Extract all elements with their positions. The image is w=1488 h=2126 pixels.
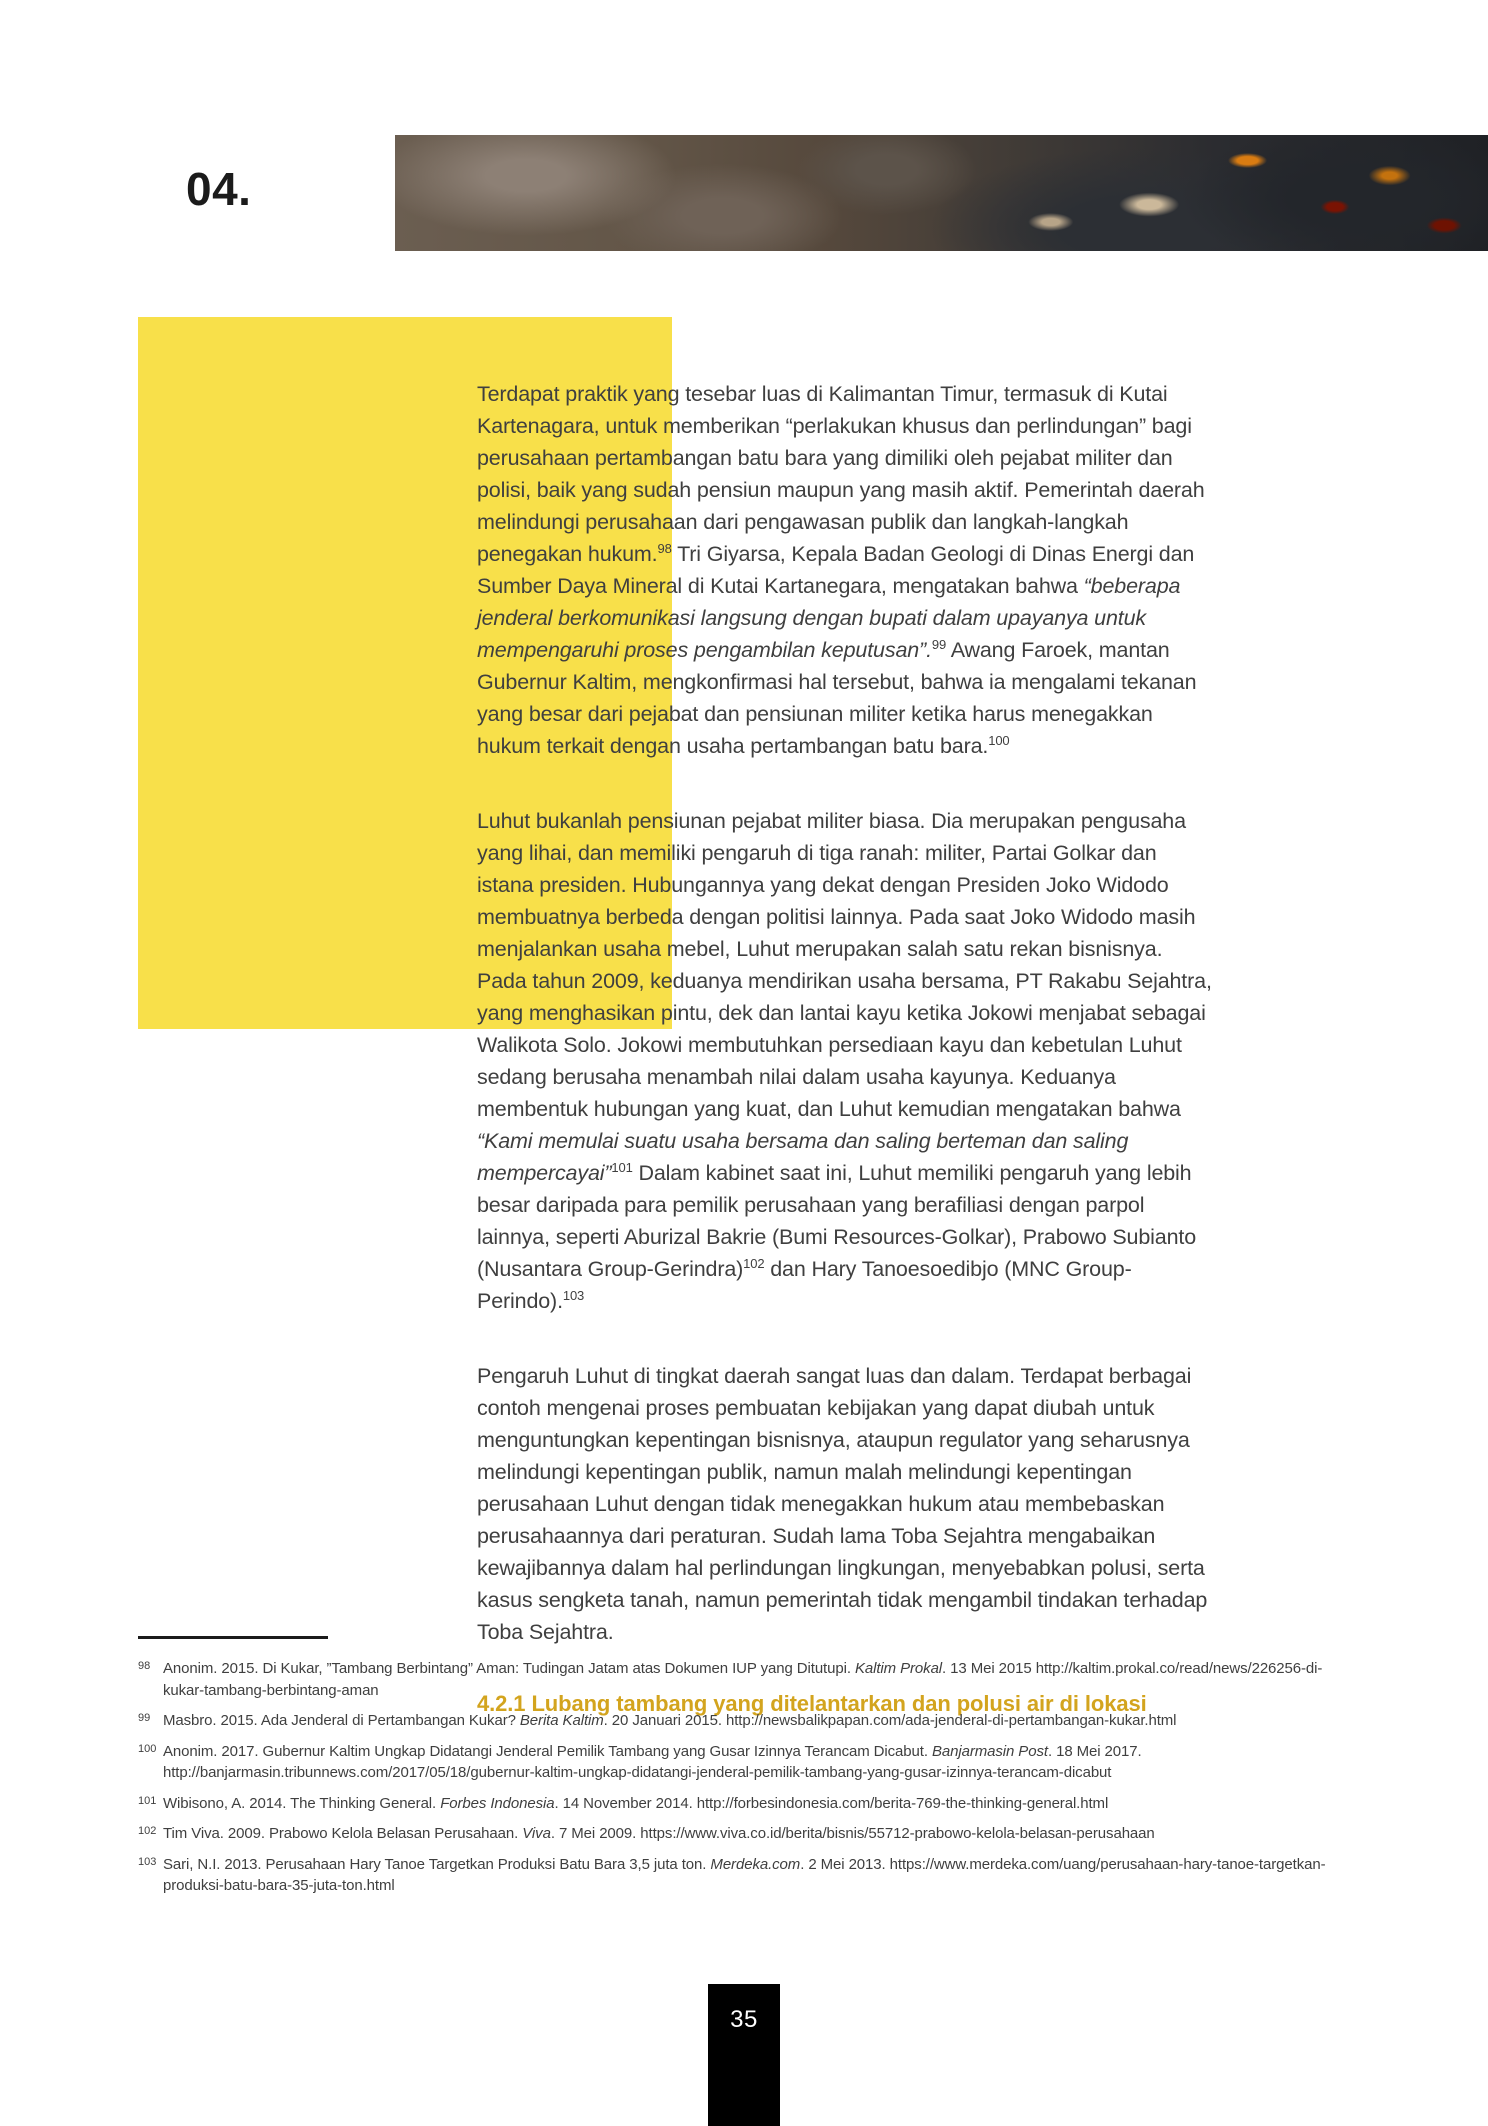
footnote-reference: 98 xyxy=(657,540,672,556)
footnote-number: 99 xyxy=(138,1712,151,1724)
footnote-text xyxy=(163,1710,1363,1732)
text-run: dan Hary Tanoesoedibjo (MNC Group-Perindo). xyxy=(477,1257,1132,1313)
text-run: Sari, N.I. 2013. Perusahaan Hary Tanoe Targetkan Produksi Batu Bara 3,5 juta ton. xyxy=(163,1855,711,1873)
footnote-text xyxy=(163,1823,1363,1845)
footnote-number: 102 xyxy=(138,1825,157,1837)
footnotes-list xyxy=(138,1658,1363,1906)
quoted-text: Kaltim Prokal xyxy=(854,1660,943,1677)
body-content xyxy=(477,378,1212,1717)
footnote xyxy=(138,1793,1363,1815)
footnote-reference: 101 xyxy=(611,1159,633,1175)
quoted-text: “beberapa jenderal berkomunikasi langsung dengan bupati dalam upayanya untuk mempengaruhi proses pengambilan keputusan”. xyxy=(477,574,1181,662)
footnote-text xyxy=(163,1741,1363,1784)
text-run: Masbro. 2015. Ada Jenderal di Pertambangan Kukar? xyxy=(163,1712,520,1729)
section-heading: 4.2.1 Lubang tambang yang ditelantarkan dan polusi air di lokasi xyxy=(477,1691,1147,1716)
text-run: . 18 Mei 2017. http://banjarmasin.tribunnews.com/2017/05/18/gubernur-kaltim-ungkap-didatangi-jenderal-pemilik-tambang-yang-gusar-izinnya-terancam-dicabut xyxy=(163,1742,1142,1781)
text-run: . 7 Mei 2009. https://www.viva.co.id/berita/bisnis/55712-prabowo-kelola-belasan-perusahaan xyxy=(550,1825,1155,1842)
footnote xyxy=(138,1658,1363,1701)
text-run: Anonim. 2015. Di Kukar, ”Tambang Berbintang” Aman: Tudingan Jatam atas Dokumen IUP yang Ditutupi. xyxy=(163,1660,855,1677)
header-photo xyxy=(395,135,1488,251)
text-run: Terdapat praktik yang tesebar luas di Kalimantan Timur, termasuk di Kutai Kartenagara, untuk memberikan “perlakukan khusus dan perlindungan” bagi perusahaan pertambangan batu bara yang dimiliki oleh pejabat militer dan polisi, baik yang sudah pensiun maupun yang masih aktif. Pemerintah daerah melindungi perusahaan dari pengawasan publik dan langkah-langkah penegakan hukum. xyxy=(477,382,1205,566)
paragraph xyxy=(477,378,1212,762)
quoted-text: Viva xyxy=(522,1825,551,1842)
text-run: . 2 Mei 2013. https://www.merdeka.com/uang/perusahaan-hary-tanoe-targetkan-produksi-batu-bara-35-juta-ton.html xyxy=(163,1855,1326,1894)
text-run: . 20 Januari 2015. http://newsbalikpapan.com/ada-jenderal-di-pertambangan-kukar.html xyxy=(603,1712,1177,1729)
footnote-text xyxy=(163,1793,1363,1815)
footnote-number: 103 xyxy=(138,1855,157,1868)
body-paragraphs xyxy=(477,378,1212,1648)
text-run: Luhut bukanlah pensiunan pejabat militer biasa. Dia merupakan pengusaha yang lihai, dan memiliki pengaruh di tiga ranah: militer, Partai Golkar dan istana presiden. Hubungannya yang dekat dengan Presiden Joko Widodo membuatnya berbeda dengan politisi lainnya. Pada saat Joko Widodo masih menjalankan usaha mebel, Luhut merupakan salah satu rekan bisnisnya. Pada tahun 2009, keduanya mendirikan usaha bersama, PT Rakabu Sejahtra, yang menghasikan pintu, dek dan lantai kayu ketika Jokowi menjabat sebagai Walikota Solo. Jokowi membutuhkan persediaan kayu dan kebetulan Luhut sedang berusaha menambah nilai dalam usaha kayunya. Keduanya membentuk hubungan yang kuat, dan Luhut kemudian mengatakan bahwa xyxy=(477,809,1212,1121)
footnote-reference: 100 xyxy=(988,732,1010,748)
footnote-number: 101 xyxy=(138,1794,157,1807)
text-run: Pengaruh Luhut di tingkat daerah sangat luas dan dalam. Terdapat berbagai contoh mengenai proses pembuatan kebijakan yang dapat diubah untuk menguntungkan kepentingan bisnisnya, ataupun regulator yang seharusnya melindungi kepentingan publik, namun malah melindungi kepentingan perusahaan Luhut dengan tidak menegakkan hukum atau membebaskan perusahaannya dari peraturan. Sudah lama Toba Sejahtra mengabaikan kewajibannya dalam hal perlindungan lingkungan, menyebabkan polusi, serta kasus sengketa tanah, namun pemerintah tidak mengambil tindakan terhadap Toba Sejahtra. xyxy=(477,1364,1208,1644)
chapter-number: 04. xyxy=(186,163,252,215)
footnote-text xyxy=(163,1658,1363,1701)
quoted-text: Banjarmasin Post xyxy=(931,1742,1048,1760)
text-run: Wibisono, A. 2014. The Thinking General. xyxy=(163,1794,441,1812)
text-run: . 13 Mei 2015 http://kaltim.prokal.co/read/news/226256-di-kukar-tambang-berbintang-aman xyxy=(163,1660,1323,1699)
page-number-box xyxy=(708,1984,780,2126)
text-run: Dalam kabinet saat ini, Luhut memiliki pengaruh yang lebih besar daripada para pemilik perusahaan yang berafiliasi dengan parpol lainnya, seperti Aburizal Bakrie (Bumi Resources-Golkar), Prabowo Subianto (Nusantara Group-Gerindra) xyxy=(477,1161,1197,1281)
page-number: 35 xyxy=(730,2006,758,2033)
text-run: . 14 November 2014. http://forbesindonesia.com/berita-769-the-thinking-general.html xyxy=(554,1794,1109,1812)
text-run: Anonim. 2017. Gubernur Kaltim Ungkap Didatangi Jenderal Pemilik Tambang yang Gusar Izinnya Terancam Dicabut. xyxy=(163,1742,932,1760)
quoted-text: Berita Kaltim xyxy=(519,1712,604,1729)
footnote-reference: 103 xyxy=(562,1287,585,1303)
footnote xyxy=(138,1710,1363,1732)
text-run: Awang Faroek, mantan Gubernur Kaltim, mengkonfirmasi hal tersebut, bahwa ia mengalami tekanan yang besar dari pejabat dan pensiunan militer ketika harus menegakkan hukum terkait dengan usaha pertambangan batu bara. xyxy=(477,638,1197,758)
footnote-number: 100 xyxy=(138,1742,157,1755)
quoted-text: “Kami memulai suatu usaha bersama dan saling berteman dan saling mempercayai” xyxy=(477,1129,1129,1185)
text-run: Tri Giyarsa, Kepala Badan Geologi di Dinas Energi dan Sumber Daya Mineral di Kutai Kartanegara, mengatakan bahwa xyxy=(477,542,1195,598)
footnote-reference: 102 xyxy=(743,1255,765,1271)
paragraph xyxy=(477,1360,1212,1648)
footnote xyxy=(138,1854,1363,1897)
footnote-number: 98 xyxy=(138,1660,151,1672)
quoted-text: Forbes Indonesia xyxy=(440,1794,555,1812)
footnote-reference: 99 xyxy=(931,636,947,652)
footnote-text xyxy=(163,1854,1363,1897)
footnote xyxy=(138,1823,1363,1845)
footnote xyxy=(138,1741,1363,1784)
quoted-text: Merdeka.com xyxy=(710,1855,801,1873)
text-run: Tim Viva. 2009. Prabowo Kelola Belasan Perusahaan. xyxy=(163,1825,523,1842)
paragraph xyxy=(477,805,1212,1317)
footnote-divider xyxy=(138,1636,328,1639)
